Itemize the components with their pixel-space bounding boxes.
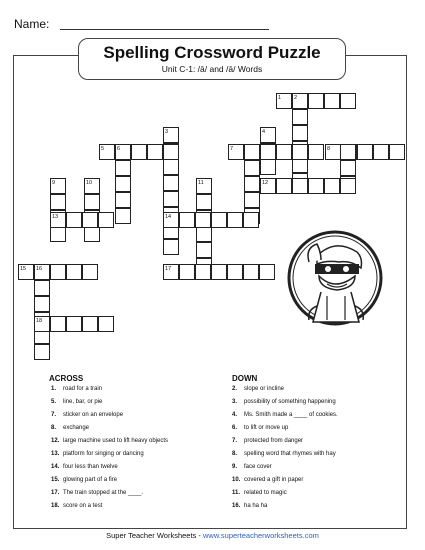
crossword-cell[interactable] bbox=[196, 242, 212, 258]
across-clue-text: platform for singing or dancing bbox=[63, 451, 144, 457]
crossword-cell[interactable] bbox=[292, 144, 308, 160]
down-clue-text: protected from danger bbox=[244, 438, 304, 444]
down-clue-number: 7. bbox=[232, 438, 238, 444]
cell-number: 14 bbox=[165, 214, 172, 220]
crossword-cell[interactable] bbox=[98, 212, 114, 228]
down-clue-text: related to magic bbox=[244, 490, 287, 496]
crossword-cell[interactable] bbox=[211, 212, 227, 228]
down-clue-number: 10. bbox=[232, 477, 241, 483]
crossword-cell[interactable] bbox=[50, 194, 66, 210]
cell-number: 12 bbox=[262, 180, 269, 186]
across-clue-number: 13. bbox=[51, 451, 60, 457]
cell-number: 18 bbox=[36, 318, 43, 324]
across-clue-number: 12. bbox=[51, 438, 60, 444]
cell-number: 16 bbox=[36, 266, 43, 272]
crossword-cell[interactable] bbox=[308, 144, 324, 160]
down-clue-text: to lift or move up bbox=[244, 425, 289, 431]
crossword-cell[interactable] bbox=[196, 226, 212, 242]
down-clue bbox=[232, 425, 288, 432]
across-clue-number: 1. bbox=[51, 386, 57, 392]
cell-number: 8 bbox=[327, 146, 331, 152]
across-clue-text: large machine used to lift heavy objects bbox=[63, 438, 169, 444]
crossword-cell[interactable] bbox=[292, 109, 308, 125]
across-heading: ACROSS bbox=[49, 374, 84, 383]
across-clue-number: 15. bbox=[51, 477, 60, 483]
crossword-cell[interactable] bbox=[82, 212, 98, 228]
crossword-cell[interactable] bbox=[211, 264, 227, 280]
crossword-cell[interactable] bbox=[260, 159, 276, 175]
crossword-cell[interactable] bbox=[244, 176, 260, 192]
down-clue-text: covered a gift in paper bbox=[244, 477, 304, 483]
footer-separator: - bbox=[196, 531, 203, 540]
crossword-cell[interactable] bbox=[196, 194, 212, 210]
crossword-cell[interactable] bbox=[115, 176, 131, 192]
across-clue bbox=[51, 425, 89, 432]
crossword-cell[interactable] bbox=[66, 316, 82, 332]
page-subtitle: Unit C-1: /ā/ and /ā/ Words bbox=[161, 64, 263, 74]
across-clue-text: score on a test bbox=[63, 503, 103, 509]
cell-number: 11 bbox=[198, 180, 204, 186]
across-clue-number: 5. bbox=[51, 399, 57, 405]
crossword-cell[interactable] bbox=[115, 160, 131, 176]
down-clue-text: Ms. Smith made a ____ of cookies. bbox=[244, 412, 338, 418]
crossword-cell[interactable] bbox=[260, 144, 276, 160]
cell-number: 15 bbox=[20, 266, 27, 272]
title-banner bbox=[78, 38, 346, 80]
crossword-cell[interactable] bbox=[163, 144, 179, 160]
crossword-cell[interactable] bbox=[34, 280, 50, 296]
crossword-cell[interactable] bbox=[66, 264, 82, 280]
crossword-cell[interactable] bbox=[84, 226, 100, 242]
cell-number: 7 bbox=[230, 146, 234, 152]
crossword-cell[interactable] bbox=[244, 144, 260, 160]
down-clue-number: 9. bbox=[232, 464, 238, 470]
across-clue-text: The train stopped at the ____. bbox=[63, 490, 144, 496]
across-clue bbox=[51, 399, 102, 406]
cell-number: 2 bbox=[294, 95, 298, 101]
across-clue-text: road for a train bbox=[63, 386, 103, 392]
crossword-cell[interactable] bbox=[227, 212, 243, 228]
across-clue bbox=[51, 412, 123, 419]
crossword-cell[interactable] bbox=[195, 212, 211, 228]
crossword-cell[interactable] bbox=[292, 178, 308, 194]
across-clue bbox=[51, 490, 143, 497]
down-clue-number: 2. bbox=[232, 386, 238, 392]
down-clue-number: 3. bbox=[232, 399, 238, 405]
crossword-cell[interactable] bbox=[276, 144, 292, 160]
crossword-cell[interactable] bbox=[34, 296, 50, 312]
crossword-cell[interactable] bbox=[308, 178, 324, 194]
cell-number: 6 bbox=[117, 146, 121, 152]
down-clue-number: 16. bbox=[232, 503, 241, 509]
across-clue bbox=[51, 451, 144, 458]
crossword-cell[interactable] bbox=[244, 192, 260, 208]
down-clue-text: spelling word that rhymes with hay bbox=[244, 451, 336, 457]
across-clue-number: 8. bbox=[51, 425, 57, 431]
across-clue bbox=[51, 503, 102, 510]
name-label: Name: bbox=[14, 17, 50, 31]
across-clue bbox=[51, 438, 168, 445]
down-clue bbox=[232, 464, 272, 471]
down-clue-text: face cover bbox=[244, 464, 272, 470]
down-heading: DOWN bbox=[232, 374, 258, 383]
crossword-cell[interactable] bbox=[131, 144, 147, 160]
down-clue bbox=[232, 438, 303, 445]
down-clue-number: 8. bbox=[232, 451, 238, 457]
crossword-cell[interactable] bbox=[66, 212, 82, 228]
crossword-cell[interactable] bbox=[259, 264, 275, 280]
cell-number: 10 bbox=[86, 180, 93, 186]
across-clue-number: 14. bbox=[51, 464, 60, 470]
crossword-cell[interactable] bbox=[340, 93, 356, 109]
cell-number: 3 bbox=[165, 129, 169, 135]
cell-number: 17 bbox=[165, 266, 172, 272]
footer-link[interactable]: www.superteacherworksheets.com bbox=[202, 531, 319, 540]
crossword-cell[interactable] bbox=[243, 212, 259, 228]
crossword-cell[interactable] bbox=[340, 178, 356, 194]
cell-number: 13 bbox=[52, 214, 59, 220]
crossword-cell[interactable] bbox=[82, 264, 98, 280]
down-clue-text: possibility of something happening bbox=[244, 399, 336, 405]
across-clue bbox=[51, 386, 102, 393]
crossword-cell[interactable] bbox=[292, 125, 308, 141]
down-clue bbox=[232, 477, 303, 484]
down-clue bbox=[232, 399, 336, 406]
footer-brand: Super Teacher Worksheets bbox=[106, 531, 197, 540]
down-clue bbox=[232, 490, 287, 497]
crossword-cell[interactable] bbox=[163, 175, 179, 191]
across-clue-text: sticker on an envelope bbox=[63, 412, 124, 418]
across-clue-text: four less than twelve bbox=[63, 464, 118, 470]
crossword-cell[interactable] bbox=[276, 178, 292, 194]
crossword-cell[interactable] bbox=[340, 144, 356, 160]
crossword-cell[interactable] bbox=[115, 192, 131, 208]
crossword-cell[interactable] bbox=[50, 226, 66, 242]
crossword-cell[interactable] bbox=[179, 264, 195, 280]
mascot-illustration bbox=[287, 226, 384, 334]
crossword-cell[interactable] bbox=[115, 208, 131, 224]
crossword-cell[interactable] bbox=[357, 144, 373, 160]
crossword-cell[interactable] bbox=[243, 264, 259, 280]
crossword-cell[interactable] bbox=[163, 191, 179, 207]
down-clue bbox=[232, 412, 338, 419]
crossword-cell[interactable] bbox=[163, 159, 179, 175]
cell-number: 5 bbox=[101, 146, 105, 152]
down-clue bbox=[232, 451, 336, 458]
down-clue-number: 4. bbox=[232, 412, 238, 418]
down-clue-text: slope or incline bbox=[244, 386, 285, 392]
crossword-cell[interactable] bbox=[34, 344, 50, 360]
crossword-cell[interactable] bbox=[389, 144, 405, 160]
crossword-cell[interactable] bbox=[227, 264, 243, 280]
across-clue-number: 18. bbox=[51, 503, 60, 509]
crossword-cell[interactable] bbox=[147, 144, 163, 160]
across-clue-number: 7. bbox=[51, 412, 57, 418]
crossword-cell[interactable] bbox=[98, 316, 114, 332]
down-clue bbox=[232, 503, 267, 510]
down-clue-number: 11. bbox=[232, 490, 241, 496]
down-clue bbox=[232, 386, 284, 393]
cell-number: 9 bbox=[52, 180, 56, 186]
footer bbox=[0, 531, 425, 540]
down-clue-text: ha ha ha bbox=[244, 503, 268, 509]
crossword-cell[interactable] bbox=[163, 239, 179, 255]
cell-number: 1 bbox=[278, 95, 282, 101]
crossword-cell[interactable] bbox=[82, 316, 98, 332]
across-clue-number: 17. bbox=[51, 490, 60, 496]
crossword-cell[interactable] bbox=[244, 160, 260, 176]
crossword-cell[interactable] bbox=[84, 194, 100, 210]
crossword-cell[interactable] bbox=[50, 316, 66, 332]
down-clue-number: 6. bbox=[232, 425, 238, 431]
crossword-cell[interactable] bbox=[50, 264, 66, 280]
crossword-cell[interactable] bbox=[324, 178, 340, 194]
crossword-cell[interactable] bbox=[308, 93, 324, 109]
crossword-cell[interactable] bbox=[195, 264, 211, 280]
across-clue bbox=[51, 477, 117, 484]
across-clue-text: glowing part of a fire bbox=[63, 477, 118, 483]
cell-number: 4 bbox=[262, 129, 266, 135]
crossword-cell[interactable] bbox=[373, 144, 389, 160]
page-title: Spelling Crossword Puzzle bbox=[103, 43, 321, 62]
across-clue-text: line, bar, or pie bbox=[63, 399, 103, 405]
across-clue bbox=[51, 464, 118, 471]
crossword-cell[interactable] bbox=[340, 160, 356, 176]
crossword-cell[interactable] bbox=[179, 212, 195, 228]
across-clue-text: exchange bbox=[63, 425, 90, 431]
crossword-cell[interactable] bbox=[324, 93, 340, 109]
